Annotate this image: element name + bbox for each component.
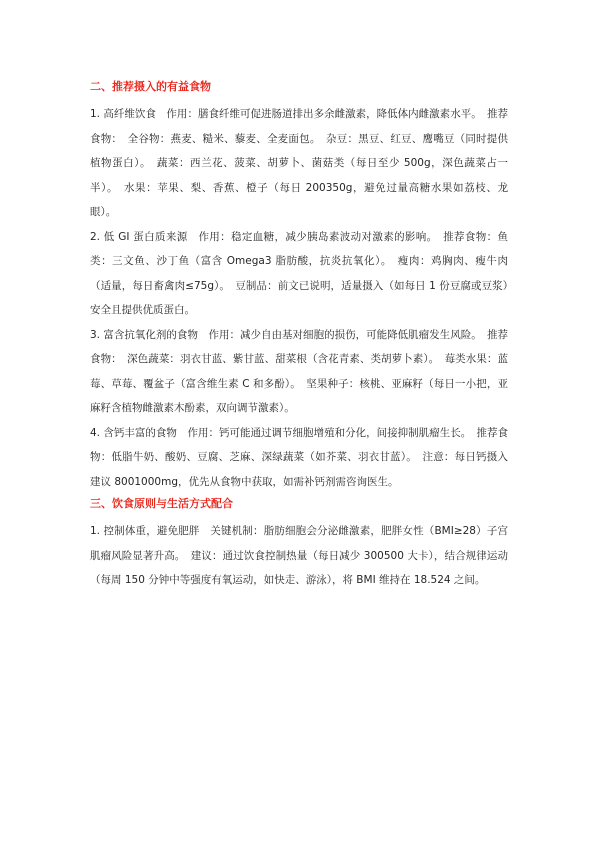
paragraph-weight-control: 1. 控制体重，避免肥胖 关键机制：脂肪细胞会分泌雌激素，肥胖女性（BMI≥28）子宫肌瘤风险显著升高。 建议：通过饮食控制热量（每日减少 300500 大卡），结合规律运动（每周 150 分钟中等强度有氧运动，如快走、游泳），将 BMI 维持在 18.524 之间。 (90, 525, 508, 586)
paragraph-antioxidants: 3. 富含抗氧化剂的食物 作用：减少自由基对细胞的损伤，可能降低肌瘤发生风险。 推荐食物： 深色蔬菜：羽衣甘蓝、紫甘蓝、甜菜根（含花青素、类胡萝卜素）。 莓类水果：蓝莓、草莓、覆盆子（富含维生素 C 和多酚）。 坚果种子：核桃、亚麻籽（每日一小把，亚麻籽含植物雌激素木酚素，双向调节激素）。 (90, 328, 508, 414)
section-heading-recommended-foods: 二、推荐摄入的有益食物 (90, 80, 211, 93)
paragraph-calcium: 4. 含钙丰富的食物 作用：钙可能通过调节细胞增殖和分化，间接抑制肌瘤生长。 推荐食物：低脂牛奶、酸奶、豆腐、芝麻、深绿蔬菜（如芥菜、羽衣甘蓝）。 注意：每日钙摄入建议 8001000mg，优先从食物中获取，如需补钙剂需咨询医生。 (90, 426, 508, 488)
section-heading-diet-principles: 三、饮食原则与生活方式配合 (90, 497, 233, 510)
paragraph-low-gi-protein: 2. 低 GI 蛋白质来源 作用：稳定血糖，减少胰岛素波动对激素的影响。 推荐食物：鱼类：三文鱼、沙丁鱼（富含 Omega3 脂肪酸，抗炎抗氧化）。 瘦肉：鸡胸肉、瘦牛肉（适量，每日畜禽肉≤75g）。 豆制品：前文已说明，适量摄入（如每日 1 份豆腐或豆浆）安全且提供优质蛋白。 (90, 230, 508, 316)
document-body (90, 79, 508, 593)
paragraph-high-fiber: 1. 高纤维饮食 作用：膳食纤维可促进肠道排出多余雌激素，降低体内雌激素水平。 推荐食物： 全谷物：燕麦、糙米、藜麦、全麦面包。 杂豆：黑豆、红豆、鹰嘴豆（同时提供植物蛋白）。 蔬菜：西兰花、菠菜、胡萝卜、菌菇类（每日至少 500g，深色蔬菜占一半）。 水果：苹果、梨、香蕉、橙子（每日 200350g，避免过量高糖水果如荔枝、龙眼）。 (90, 108, 508, 218)
